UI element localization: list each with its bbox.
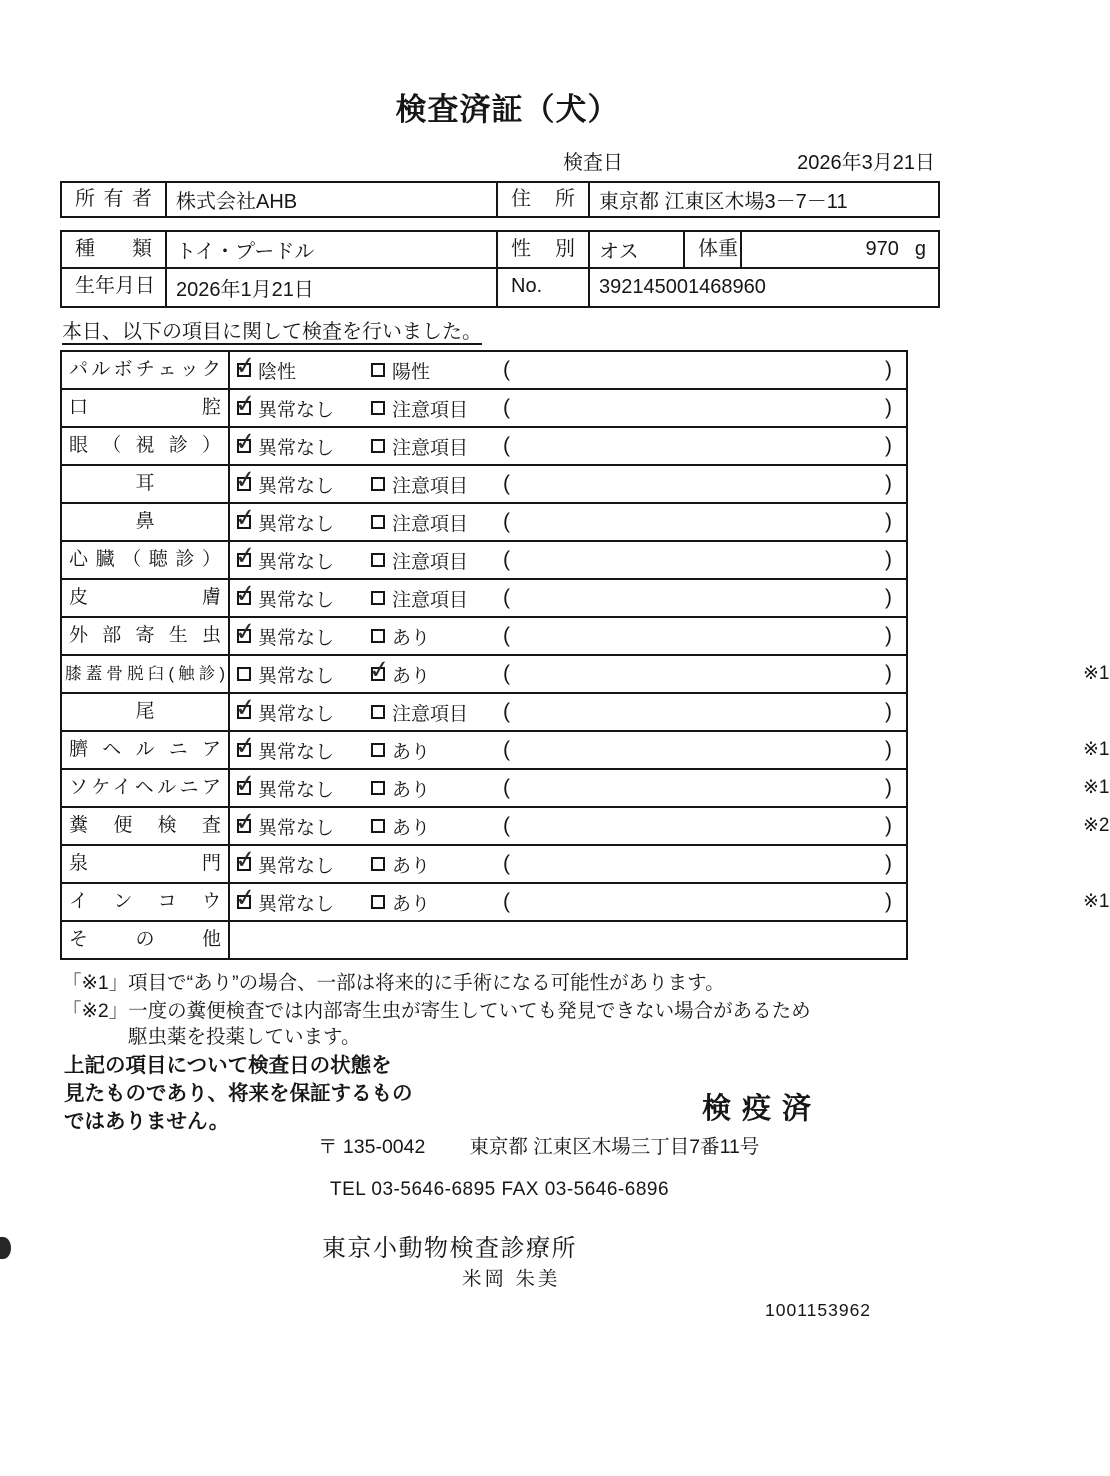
option1-group	[237, 580, 334, 616]
breed-value: トイ・プードル	[167, 232, 498, 267]
option2-label: 注意項目	[392, 703, 469, 725]
inspection-item-label: ソケイヘルニア	[62, 770, 230, 806]
inspection-row	[62, 618, 906, 656]
option1-label: 異常なし	[258, 627, 335, 649]
inspection-item-label: 尾	[62, 694, 230, 730]
option1-group	[237, 542, 334, 578]
option2-label: 注意項目	[392, 437, 469, 459]
inspection-item-label: 心臓（聴診）	[62, 542, 230, 578]
option2-label: あり	[392, 893, 431, 915]
footnote-1: 「※1」項目で“あり”の場合、一部は将来的に手術になる可能性があります。	[62, 972, 725, 994]
option1-group	[237, 618, 334, 654]
checkbox-icon	[371, 857, 385, 871]
option1-label: 陰性	[258, 361, 297, 383]
address-label: 住所	[498, 183, 590, 216]
option1-label: 異常なし	[258, 551, 335, 573]
inspection-row	[62, 352, 906, 390]
option1-label: 異常なし	[258, 665, 335, 687]
option2-group	[371, 428, 468, 464]
owner-name: 株式会社AHB	[167, 183, 498, 216]
checkbox-icon	[237, 363, 251, 377]
weight-number: 970	[865, 238, 899, 260]
checkbox-icon	[371, 819, 385, 833]
animal-table-row-2	[62, 269, 938, 306]
remarks-paren-open: (	[503, 548, 510, 571]
inspection-item-label: 膝蓋骨脱臼(触診)	[62, 656, 230, 692]
remarks-paren-open: (	[503, 700, 510, 723]
inspection-row	[62, 504, 906, 542]
birth-label: 生年月日	[62, 269, 167, 306]
checkbox-icon	[371, 477, 385, 491]
inspection-row-body	[230, 808, 1110, 844]
option2-group	[371, 580, 468, 616]
checkbox-icon	[371, 553, 385, 567]
remarks-paren-open: (	[503, 662, 510, 685]
animal-table-row-1	[62, 232, 938, 269]
option2-group	[371, 808, 430, 844]
document-title: 検査済証（犬）	[395, 92, 620, 127]
remarks-paren-open: (	[503, 852, 510, 875]
option2-label: あり	[392, 855, 431, 877]
inspection-item-label: インコウ	[62, 884, 230, 920]
clinic-address: 東京都 江東区木場三丁目7番11号	[469, 1136, 760, 1158]
disclaimer-line-1: 上記の項目について検査日の状態を	[64, 1054, 392, 1077]
option2-label: あり	[392, 627, 431, 649]
option1-group	[237, 504, 334, 540]
reference-mark: ※1	[1083, 891, 1110, 912]
weight-unit: g	[914, 238, 926, 260]
inspection-row	[62, 846, 906, 884]
no-value: 392145001468960	[599, 276, 766, 298]
checkbox-icon	[237, 439, 251, 453]
breed-label: 種類	[62, 232, 167, 267]
remarks-paren-open: (	[503, 510, 510, 533]
owner-label: 所有者	[62, 183, 167, 216]
postal-code: 〒 135-0042	[318, 1136, 426, 1158]
inspection-row-body	[230, 390, 906, 426]
option2-label: 注意項目	[392, 551, 469, 573]
checkbox-icon	[237, 705, 251, 719]
checkbox-icon	[371, 781, 385, 795]
option2-group	[371, 884, 430, 920]
checkbox-icon	[237, 477, 251, 491]
remarks-paren-open: (	[503, 890, 510, 913]
checkbox-icon	[371, 667, 385, 681]
option2-group	[371, 618, 430, 654]
inspection-item-label: 口腔	[62, 390, 230, 426]
examiner-name: 米岡 朱美	[462, 1268, 561, 1290]
checkbox-icon	[237, 743, 251, 757]
checkbox-icon	[237, 591, 251, 605]
option1-group	[237, 428, 334, 464]
option1-label: 異常なし	[258, 589, 335, 611]
remarks-paren-open: (	[503, 396, 510, 419]
checkbox-icon	[237, 895, 251, 909]
inspection-row-body	[230, 846, 906, 882]
inspection-date-row	[563, 146, 935, 175]
inspection-row-body	[230, 694, 906, 730]
inspection-row-body	[230, 542, 906, 578]
option1-label: 異常なし	[258, 893, 335, 915]
inspection-row-body	[230, 732, 1110, 768]
inspection-item-label: 泉門	[62, 846, 230, 882]
inspection-statement: 本日、以下の項目に関して検査を行いました。	[62, 321, 482, 343]
checkbox-icon	[237, 401, 251, 415]
clinic-name: 東京小動物検査診療所	[322, 1235, 577, 1262]
scan-artifact-mark	[0, 1237, 11, 1259]
option2-group	[371, 694, 468, 730]
sex-label: 性別	[498, 232, 590, 267]
checkbox-icon	[237, 667, 251, 681]
inspection-row-body	[230, 428, 906, 464]
inspection-item-label: 耳	[62, 466, 230, 502]
animal-table	[60, 230, 940, 308]
checkbox-icon	[371, 705, 385, 719]
inspection-row-body	[230, 352, 906, 388]
inspection-row-body	[230, 466, 906, 502]
inspection-row	[62, 580, 906, 618]
option2-group	[371, 732, 430, 768]
remarks-paren-open: (	[503, 358, 510, 381]
option1-label: 異常なし	[258, 741, 335, 763]
tel-fax-line: TEL 03-5646-6895 FAX 03-5646-6896	[330, 1179, 670, 1200]
option2-group	[371, 770, 430, 806]
option2-group	[371, 466, 468, 502]
inspection-row-body	[230, 770, 1110, 806]
option1-group	[237, 352, 296, 388]
remarks-paren-close: )	[885, 776, 892, 799]
option1-group	[237, 694, 334, 730]
inspection-row-body	[230, 504, 906, 540]
inspection-item-label: 臍ヘルニア	[62, 732, 230, 768]
inspection-row	[62, 770, 1110, 808]
disclaimer-line-3: ではありません。	[64, 1110, 230, 1133]
remarks-paren-open: (	[503, 472, 510, 495]
remarks-paren-close: )	[885, 738, 892, 761]
reference-mark: ※1	[1083, 777, 1110, 798]
inspection-row-body	[230, 580, 906, 616]
remarks-paren-close: )	[885, 814, 892, 837]
sex-value: オス	[590, 232, 685, 267]
no-label: No.	[498, 269, 590, 306]
remarks-paren-close: )	[885, 624, 892, 647]
inspection-row	[62, 694, 906, 732]
inspection-item-label: 糞便検査	[62, 808, 230, 844]
option1-label: 異常なし	[258, 817, 335, 839]
checkbox-icon	[237, 515, 251, 529]
option2-group	[371, 352, 430, 388]
option1-group	[237, 732, 334, 768]
option1-group	[237, 884, 334, 920]
remarks-paren-close: )	[885, 472, 892, 495]
checkbox-icon	[237, 629, 251, 643]
option2-group	[371, 846, 430, 882]
option2-group	[371, 656, 430, 692]
checkbox-icon	[371, 401, 385, 415]
weight-value	[742, 232, 938, 267]
inspection-row-body	[230, 618, 906, 654]
inspection-row	[62, 656, 1110, 694]
option1-label: 異常なし	[258, 399, 335, 421]
inspection-row	[62, 884, 1110, 922]
option1-group	[237, 770, 334, 806]
remarks-paren-open: (	[503, 814, 510, 837]
remarks-paren-open: (	[503, 738, 510, 761]
inspection-item-label: 眼（視診）	[62, 428, 230, 464]
checkbox-icon	[371, 591, 385, 605]
option1-group	[237, 808, 334, 844]
option1-label: 異常なし	[258, 855, 335, 877]
checkbox-icon	[237, 553, 251, 567]
reference-mark: ※1	[1083, 739, 1110, 760]
remarks-paren-close: )	[885, 852, 892, 875]
remarks-paren-open: (	[503, 434, 510, 457]
inspection-item-label: 鼻	[62, 504, 230, 540]
inspection-item-label: その他	[62, 922, 230, 958]
remarks-paren-close: )	[885, 662, 892, 685]
option2-label: 注意項目	[392, 399, 469, 421]
inspection-row-body	[230, 922, 906, 958]
checkbox-icon	[237, 857, 251, 871]
remarks-paren-close: )	[885, 396, 892, 419]
option2-group	[371, 542, 468, 578]
checkbox-icon	[237, 781, 251, 795]
inspection-row	[62, 466, 906, 504]
inspection-row	[62, 428, 906, 466]
option1-label: 異常なし	[258, 703, 335, 725]
remarks-paren-close: )	[885, 358, 892, 381]
remarks-paren-close: )	[885, 586, 892, 609]
checkbox-icon	[371, 629, 385, 643]
checkbox-icon	[371, 743, 385, 757]
remarks-paren-close: )	[885, 890, 892, 913]
inspection-date-value: 2026年3月21日	[797, 152, 935, 174]
option2-group	[371, 390, 468, 426]
option2-label: あり	[392, 665, 431, 687]
option1-label: 異常なし	[258, 437, 335, 459]
serial-number: 1001153962	[765, 1300, 872, 1320]
inspection-row	[62, 732, 1110, 770]
option2-label: 陽性	[392, 361, 431, 383]
reference-mark: ※2	[1083, 815, 1110, 836]
birth-value: 2026年1月21日	[167, 269, 498, 306]
reference-mark: ※1	[1083, 663, 1110, 684]
remarks-paren-close: )	[885, 510, 892, 533]
inspection-date-label: 検査日	[563, 152, 623, 174]
option1-label: 異常なし	[258, 475, 335, 497]
option2-label: 注意項目	[392, 513, 469, 535]
option2-label: あり	[392, 741, 431, 763]
quarantine-stamp: 検疫済	[702, 1093, 823, 1125]
inspection-item-label: 外部寄生虫	[62, 618, 230, 654]
inspection-row	[62, 390, 906, 428]
owner-table	[60, 181, 940, 218]
option2-label: あり	[392, 817, 431, 839]
checkbox-icon	[371, 515, 385, 529]
remarks-paren-open: (	[503, 586, 510, 609]
option2-label: 注意項目	[392, 589, 469, 611]
inspection-item-label: 皮膚	[62, 580, 230, 616]
inspection-row-body	[230, 656, 1110, 692]
remarks-paren-close: )	[885, 700, 892, 723]
inspection-table	[60, 350, 1110, 960]
option2-group	[371, 504, 468, 540]
option2-label: 注意項目	[392, 475, 469, 497]
option1-label: 異常なし	[258, 513, 335, 535]
footnote-2: 「※2」一度の糞便検査では内部寄生虫が寄生していても発見できない場合があるため	[62, 1000, 811, 1022]
address-value: 東京都 江東区木場3－7－11	[599, 191, 848, 213]
inspection-row	[62, 922, 906, 958]
inspection-row-body	[230, 884, 1110, 920]
option1-group	[237, 656, 334, 692]
disclaimer-text	[64, 1052, 413, 1136]
inspection-item-label: パルボチェック	[62, 352, 230, 388]
option1-group	[237, 846, 334, 882]
remarks-paren-open: (	[503, 624, 510, 647]
option1-group	[237, 390, 334, 426]
clinic-address-row	[318, 1131, 759, 1159]
inspection-row	[62, 808, 1110, 846]
disclaimer-line-2: 見たものであり、将来を保証するもの	[64, 1082, 413, 1105]
inspection-row	[62, 542, 906, 580]
checkbox-icon	[371, 895, 385, 909]
option2-label: あり	[392, 779, 431, 801]
footnote-2-continued: 駆虫薬を投薬しています。	[128, 1026, 361, 1048]
remarks-paren-close: )	[885, 434, 892, 457]
remarks-paren-open: (	[503, 776, 510, 799]
option1-group	[237, 466, 334, 502]
checkbox-icon	[371, 363, 385, 377]
remarks-paren-close: )	[885, 548, 892, 571]
checkbox-icon	[371, 439, 385, 453]
checkbox-icon	[237, 819, 251, 833]
weight-label: 体重	[685, 232, 742, 267]
option1-label: 異常なし	[258, 779, 335, 801]
